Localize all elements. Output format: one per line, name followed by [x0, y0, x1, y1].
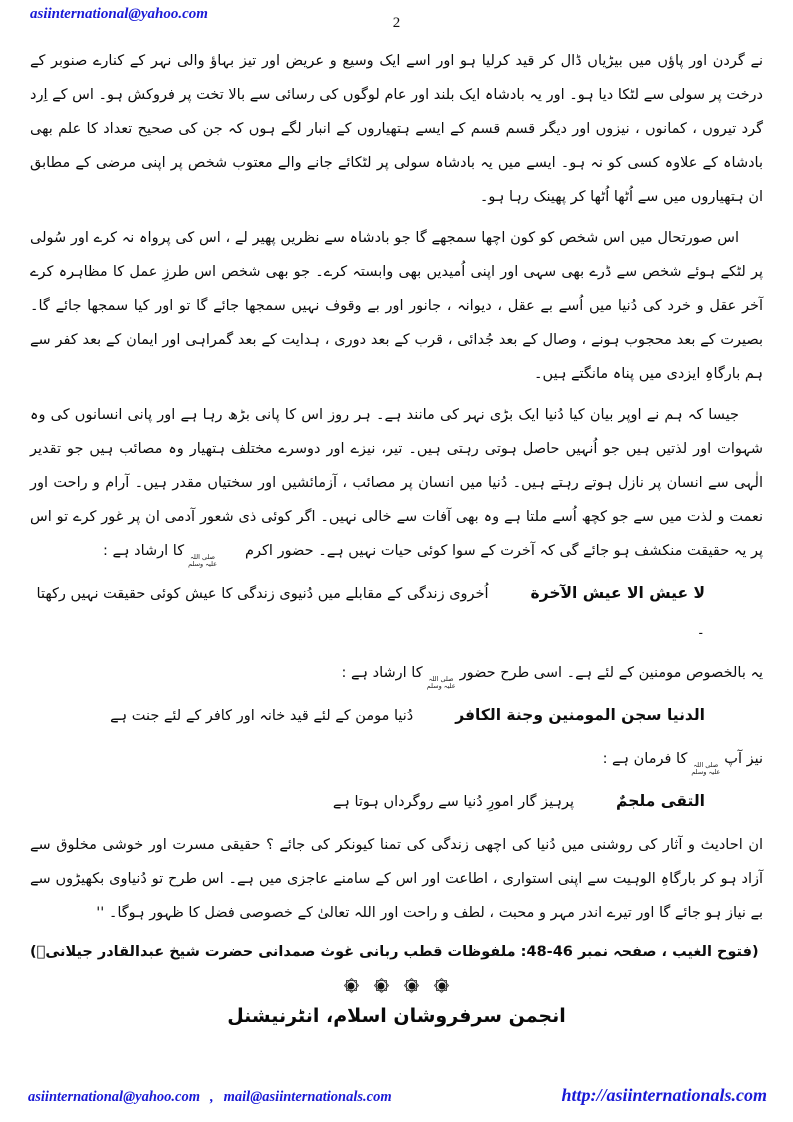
- paragraph-3-tail: کا ارشاد ہے :: [103, 543, 185, 559]
- footer-email2-link[interactable]: mail@asiinternationals.com: [223, 1089, 392, 1105]
- ornament-star-icon: [435, 979, 448, 992]
- footer-emails: [28, 1089, 392, 1106]
- hadith-urdu-translation: دُنیا مومن کے لئے قید خانہ اور کافر کے لئے جنت ہے: [110, 708, 414, 724]
- hadith-urdu-translation: پرہیز گار امورِ دُنیا سے روگرداں ہوتا ہے: [332, 794, 575, 810]
- ornament-star-icon: [345, 979, 358, 992]
- footer-email1-link[interactable]: asiinternational@yahoo.com: [28, 1089, 200, 1105]
- paragraph-5-tail: کا فرمان ہے :: [602, 751, 688, 767]
- footer-separator: ,: [210, 1089, 214, 1105]
- paragraph-6: ان احادیث و آثار کی روشنی میں دُنیا کی اچھی زندگی کی تمنا کیونکر کی جائے ؟ حقیقی مسرت اور خوشی مخلوق سے آزاد ہو کر بارگاہِ الوہیت سے اپنی استواری ، اطاعت اور اس کے سامنے عاجزی میں ہے۔ اس طرح تو دُنیاوی بکھیڑوں سے بے نیاز ہو جائے گا اور تیرے اندر مہر و محبت ، لطف و راحت اور اللہ تعالیٰ کے خصوصی فضل کا ظہور ہوگا۔ '': [30, 837, 763, 921]
- page-footer: [28, 1085, 767, 1106]
- hadith-quote-2: [30, 697, 763, 734]
- paragraph-2: اس صورتحال میں اس شخص کو کون اچھا سمجھے گا جو بادشاہ سے نظریں پھیر لے ، اس کی پرواہ نہ کرے اور سُولی پر لٹکے ہوئے شخص سے ڈرے بھی سہی اور اپنی اُمیدیں بھی وابستہ کرے۔ جو بھی شخص اس طرزِ عمل کا مظاہرہ کرے آخر عقل و خرد کی دُنیا میں اُسے بے عقل ، دیوانہ ، جانور اور بے وقوف نہیں سمجھا جائے گا تو اور کیا سمجھا جائے گا۔ بصیرت کے بعد محجوب ہونے ، وصال کے بعد جُدائی ، قرب کے بعد دوری ، ہدایت کے بعد گمراہی اور ایمان کے بعد کفر سے ہم بارگاہِ ایزدی میں پناہ مانگتے ہیں۔: [30, 230, 763, 382]
- hadith-arabic-text: لا عیش الا عیش الآخرة: [530, 584, 705, 602]
- paragraph-4-text: یہ بالخصوص مومنین کے لئے ہے۔ اسی طرح حضور: [459, 665, 763, 681]
- document-body: [30, 44, 763, 967]
- salawat-honorific-icon: صلی اللہ علیہ وسلم: [188, 553, 218, 568]
- paragraph-1: نے گردن اور پاؤں میں بیڑیاں ڈال کر قید کرلیا ہو اور اسے ایک وسیع و عریض اور تیز بہاؤ والی نہر کے کنارے صنوبر کے درخت پر سولی سے لٹکا دیا ہو۔ اور یہ بادشاہ ایک بلند اور عام لوگوں کی رسائی سے بالا تخت پر فروکش ہو۔ اس کے اِرد گرد تیروں ، کمانوں ، نیزوں اور دیگر قسم قسم کے ایسے ہتھیاروں کے انبار لگے ہوں کہ جن کی صحیح تعداد کا علم بھی بادشاہ کے علاوہ کسی کو نہ ہو۔ ایسے میں یہ بادشاہ سولی پر لٹکائے جانے والے معتوب شخص پر اپنی مرضی کے مطابق ان ہتھیاروں میں سے اُٹھا اُٹھا کر پھینک رہا ہو۔: [30, 53, 763, 205]
- paragraph-5-text: نیز آپ: [724, 751, 763, 767]
- footer-website-link[interactable]: http://asiinternationals.com: [561, 1085, 767, 1105]
- hadith-quote-3: [30, 783, 763, 820]
- paragraph-5: [30, 742, 763, 776]
- ornament-divider: [30, 977, 763, 995]
- paragraph-3-text: جیسا کہ ہم نے اوپر بیان کیا دُنیا ایک بڑی نہر کی مانند ہے۔ ہر روز اس کا پانی بڑھ رہا ہے اور پانی انسانوں کی وہ شہوات اور لذتیں ہیں جو اُنہیں حاصل ہوتی رہتی ہیں۔ تیر، نیزے اور دوسرے مختلف ہتھیار وہ مصائب ہیں جو تقدیر الٰہی سے انسان پر نازل ہوتے رہتے ہیں۔ دُنیا میں انسان پر مصائب ، آزمائشیں اور سختیاں مقدر ہیں۔ آرام و راحت اور نعمت و لذت میں سے جو کچھ اُسے ملتا ہے وہ بھی آفات سے خالی نہیں۔ اگر کوئی ذی شعور آدمی ان پر غور کرے تو اس پر یہ حقیقت منکشف ہو جائے گی کہ آخرت کے سوا کوئی حیات نہیں ہے۔ حضور اکرم: [30, 407, 763, 559]
- paragraph-4-tail: کا ارشاد ہے :: [341, 665, 423, 681]
- hadith-arabic-text: التقی ملجمٌ: [616, 792, 705, 810]
- ornament-star-icon: [405, 979, 418, 992]
- source-reference: (فتوح الغیب ، صفحہ نمبر 46-48: ملفوظات قطب ربانی غوث صمدانی حضرت شیخ عبدالقادر جیلانیؒ): [30, 944, 759, 960]
- paragraph-4: [30, 656, 763, 690]
- hadith-quote-1: [30, 575, 763, 648]
- paragraph-3: [30, 398, 763, 568]
- page-number: 2: [392, 15, 401, 31]
- page-header: [30, 6, 763, 44]
- ornament-star-icon: [375, 979, 388, 992]
- organization-title: انجمن سرفروشان اسلام، انٹرنیشنل: [227, 1005, 566, 1027]
- header-email-link[interactable]: asiinternational@yahoo.com: [30, 6, 208, 22]
- hadith-arabic-text: الدنیا سجن المومنین وجنة الکافر: [455, 706, 705, 724]
- salawat-honorific-icon: صلی اللہ علیہ وسلم: [426, 675, 456, 690]
- hadith-urdu-translation: اُخروی زندگی کے مقابلے میں دُنیوی زندگی کا عیش کوئی حقیقت نہیں رکھتا ۔: [36, 586, 705, 638]
- salawat-honorific-icon: صلی اللہ علیہ وسلم: [691, 761, 721, 776]
